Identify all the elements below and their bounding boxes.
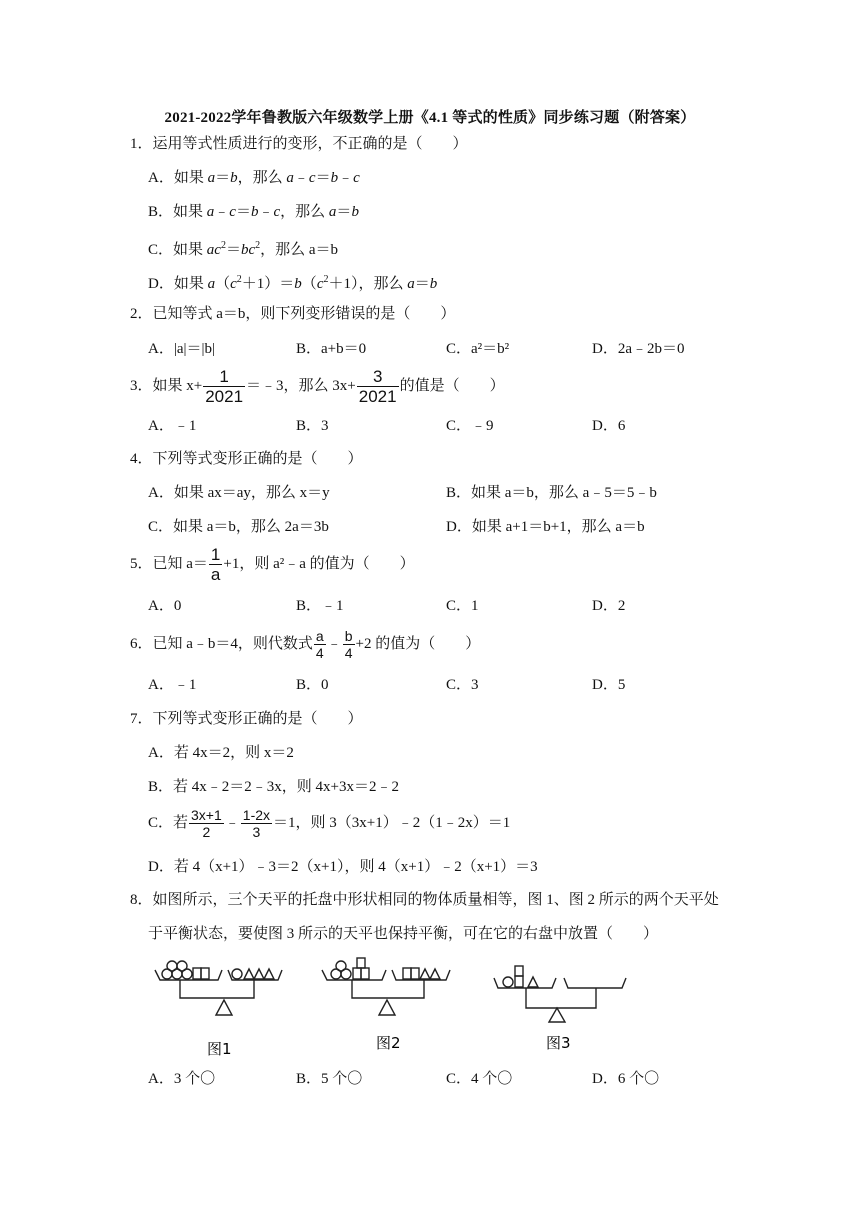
q6-option-c: C．3 — [446, 677, 479, 693]
figure-1-label: 图1 — [207, 1040, 232, 1058]
q4-option-d: D．如果 a+1＝b+1，那么 a＝b — [446, 519, 645, 535]
q7-option-b: B．若 4x﹣2＝2﹣3x，则 4x+3x＝2﹣2 — [148, 779, 399, 795]
q8-option-a: A．3 个〇 — [148, 1071, 216, 1087]
balance-figures — [148, 952, 648, 1062]
q6-option-b: B．0 — [296, 677, 329, 693]
fraction-b-over-4: $\frac{b}{4}$ — [344, 628, 353, 662]
question-1-stem: 1．运用等式性质进行的变形，不正确的是（ ） — [130, 136, 468, 152]
figure-3-label: 图3 — [546, 1034, 571, 1052]
q5-option-b: B．﹣1 — [296, 598, 344, 614]
page-title: 2021-2022学年鲁教版六年级数学上册《4.1 等式的性质》同步练习题（附答案） — [164, 110, 696, 126]
q2-option-a: A．|a|＝|b| — [148, 341, 216, 357]
q3-option-a: A．﹣1 — [148, 418, 197, 434]
fraction-1-over-2021: $\frac{1}{2021}$ — [205, 367, 244, 407]
question-8-stem-line-2: 于平衡状态，要使图 3 所示的天平也保持平衡，可在它的右盘中放置（ ） — [148, 926, 659, 942]
figure-2-label: 图2 — [376, 1034, 401, 1052]
question-2-stem: 2．已知等式 a＝b，则下列变形错误的是（ ） — [130, 306, 456, 322]
fraction-3x-plus-1-over-2: $\frac{3x+1}{2}$ — [191, 807, 222, 841]
fraction-1-over-a: $\frac{1}{a}$ — [210, 545, 221, 585]
q4-option-a: A．如果 ax＝ay，那么 x＝y — [148, 485, 330, 501]
q1-option-b: B．如果 a﹣c＝b﹣c，那么 a＝b — [148, 204, 359, 220]
q5-option-d: D．2 — [592, 598, 626, 614]
balance-scale-figure-1 — [155, 961, 282, 1015]
q6-option-d: D．5 — [592, 677, 626, 693]
q5-option-c: C．1 — [446, 598, 479, 614]
q8-option-b: B．5 个〇 — [296, 1071, 363, 1087]
balance-scale-figure-2 — [322, 958, 450, 1015]
q1-option-c: C．如果 $ac^2=bc^2$，那么 a＝b — [148, 240, 339, 258]
q7-option-a: A．若 4x＝2，则 x＝2 — [148, 745, 294, 761]
q8-option-c: C．4 个〇 — [446, 1071, 513, 1087]
question-6-stem: 6．已知 a﹣b＝4，则代数式 $\frac{a}{4}$ ﹣ $\frac{b}{4}$ +2 的值为（ ） — [130, 628, 481, 662]
fraction-1-minus-2x-over-3: $\frac{1-2x}{3}$ — [242, 807, 271, 841]
balance-scale-figure-3 — [494, 966, 626, 1022]
question-3-stem: 3．如果 x+ $\frac{1}{2021}$ ＝﹣3，那么 3x+ $\frac{3}{2021}$ 的值是（ ） — [130, 367, 505, 407]
q2-option-c: C．a²＝b² — [446, 341, 510, 357]
q7-option-c: C．若 $\frac{3x+1}{2}$ ﹣ $\frac{1-2x}{3}$ ＝1，则 3（3x+1）﹣2（1﹣2x）＝1 — [148, 807, 511, 841]
q5-option-a: A．0 — [148, 598, 182, 614]
question-5-stem: 5．已知 a＝ $\frac{1}{a}$ +1，则 a²﹣a 的值为（ ） — [130, 545, 415, 585]
q3-option-b: B．3 — [296, 418, 329, 434]
q4-option-c: C．如果 a＝b，那么 2a＝3b — [148, 519, 329, 535]
q8-option-d: D．6 个〇 — [592, 1071, 660, 1087]
question-4-stem: 4．下列等式变形正确的是（ ） — [130, 451, 363, 467]
q7-option-d: D．若 4（x+1）﹣3＝2（x+1），则 4（x+1）﹣2（x+1）＝3 — [148, 859, 538, 875]
q4-option-b: B．如果 a＝b，那么 a﹣5＝5﹣b — [446, 485, 657, 501]
q1-option-d: D．如果 $a(c^2+1)=b(c^2+1)$，那么 a＝b — [148, 274, 438, 292]
q6-option-a: A．﹣1 — [148, 677, 197, 693]
question-7-stem: 7．下列等式变形正确的是（ ） — [130, 711, 363, 727]
q2-option-d: D．2a﹣2b＝0 — [592, 341, 685, 357]
q3-option-c: C．﹣9 — [446, 418, 494, 434]
fraction-3-over-2021: $\frac{3}{2021}$ — [358, 367, 397, 407]
fraction-a-over-4: $\frac{a}{4}$ — [315, 628, 324, 662]
q1-option-a: A．如果 a＝b，那么 a﹣c＝b﹣c — [148, 170, 360, 186]
q2-option-b: B．a+b＝0 — [296, 341, 367, 357]
q3-option-d: D．6 — [592, 418, 626, 434]
question-8-stem-line-1: 8．如图所示，三个天平的托盘中形状相同的物体质量相等，图 1、图 2 所示的两个天平处 — [130, 892, 719, 908]
